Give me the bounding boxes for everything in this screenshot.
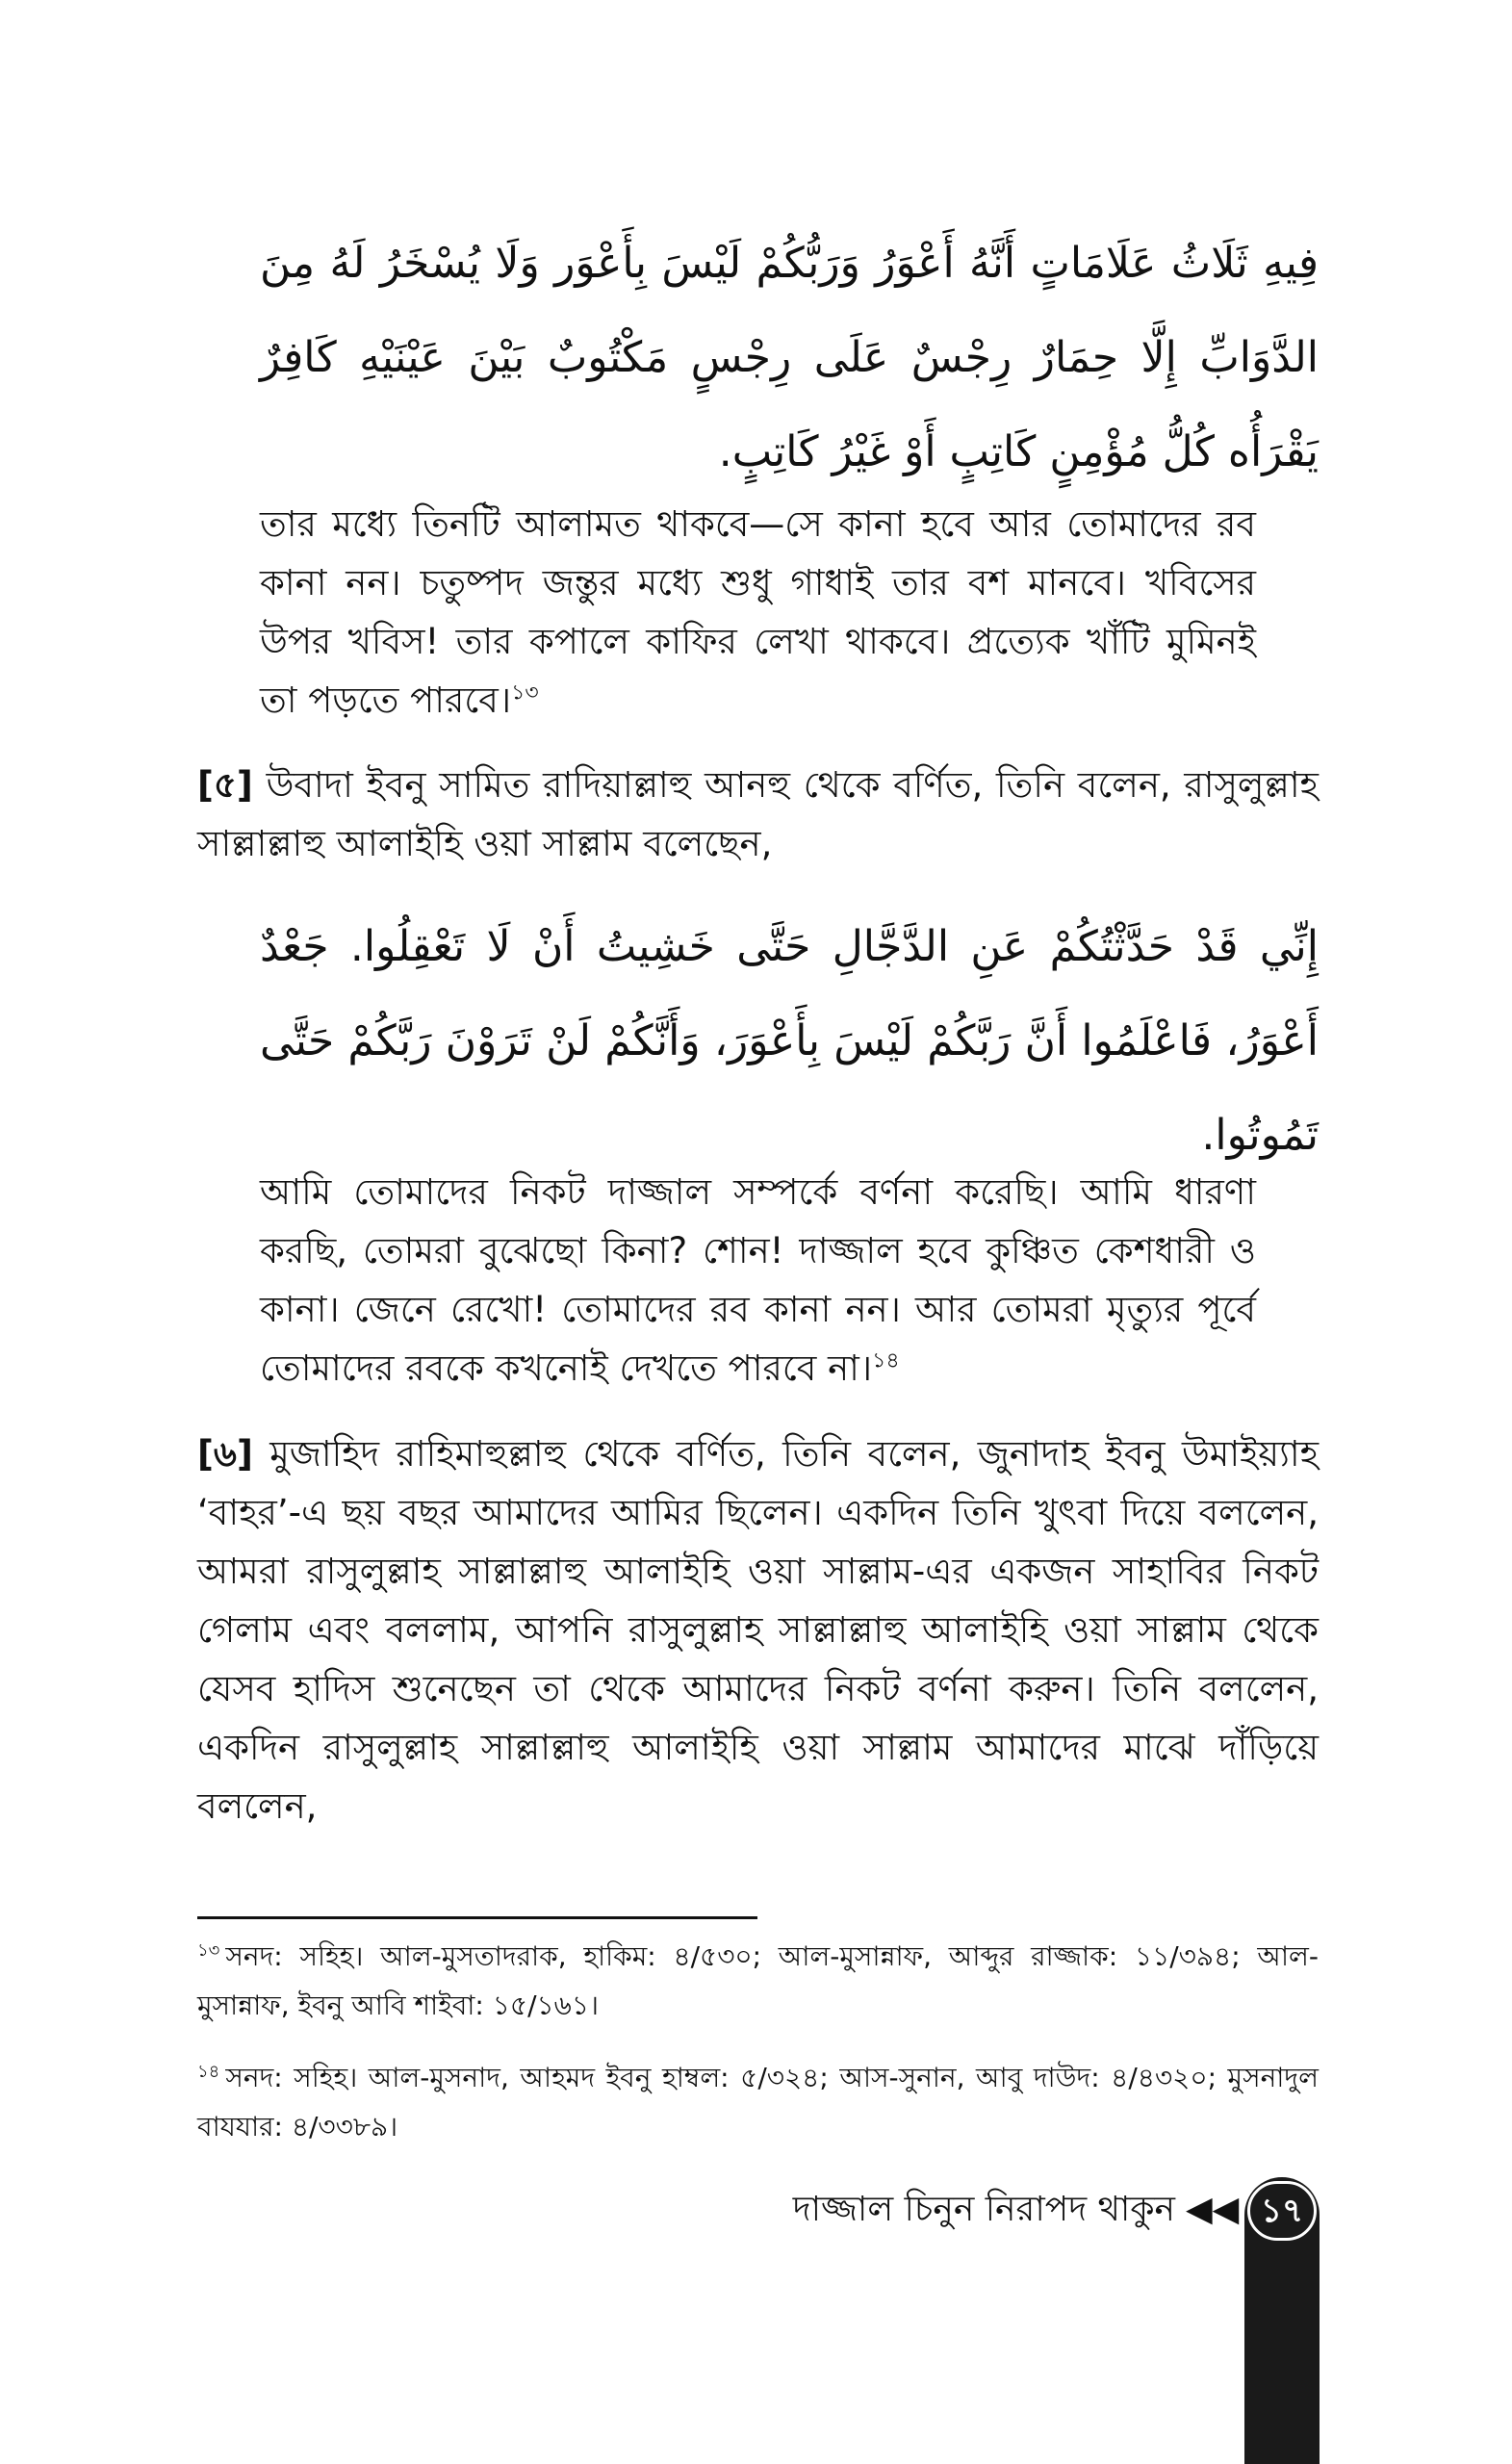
- arabic-text-1: فِيهِ ثَلَاثُ عَلَامَاتٍ أَنَّهُ أَعْوَرُ وَرَبُّكُمْ لَيْسَ بِأَعْوَر وَلَا يُسْخَرُ لَهُ مِنَ الدَّوَابِّ إِلَّا حِمَارٌ رِجْسٌ عَلَى رِجْسٍ مَكْتُوبٌ بَيْنَ عَيْنَيْهِ كَافِرٌ يَقْرَأُه كُلُّ مُؤْمِنٍ كَاتِبٍ أَوْ غَيْرُ كَاتِبٍ.: [260, 239, 1319, 476]
- hadith-number-6: [৬]: [197, 1433, 253, 1475]
- footnote-ref-13: ১৩: [511, 680, 539, 706]
- hadith-5-intro-text: উবাদা ইবনু সামিত রাদিয়াল্লাহু আনহু থেকে বর্ণিত, তিনি বলেন, রাসুলুল্লাহ সাল্লাল্লাহু আলাইহি ওয়া সাল্লাম বলেছেন,: [197, 764, 1319, 864]
- page-number: ১৭: [1247, 2181, 1317, 2241]
- footnote-ref-14: ১৪: [872, 1348, 900, 1373]
- footnote-13: [197, 1932, 1319, 2030]
- translation-2: [260, 1163, 1256, 1398]
- hadith-number-5: [৫]: [197, 764, 253, 806]
- footnote-14: [197, 2053, 1319, 2151]
- footnote-13-text: সনদ: সহিহ। আল-মুসতাদরাক, হাকিম: ৪/৫৩০; আল-মুসান্নাফ, আব্দুর রাজ্জাক: ১১/৩৯৪; আল-মুসান্নাফ, ইবনু আবি শাইবা: ১৫/১৬১।: [197, 1940, 1319, 2021]
- translation-2-text: আমি তোমাদের নিকট দাজ্জাল সম্পর্কে বর্ণনা করেছি। আমি ধারণা করছি, তোমরা বুঝেছো কিনা? শোন! দাজ্জাল হবে কুঞ্চিত কেশধারী ও কানা। জেনে রেখো! তোমাদের রব কানা নন। আর তোমরা মৃত্যুর পূর্বে তোমাদের রবকে কখনোই দেখতে পারবে না।: [260, 1171, 1256, 1389]
- hadith-6-paragraph: [197, 1424, 1319, 1835]
- translation-1: [260, 495, 1256, 730]
- footnote-13-mark: ১৩: [197, 1939, 220, 1961]
- hadith-5-intro: [197, 756, 1319, 873]
- double-chevron-left-icon: ◀◀: [1186, 2190, 1240, 2229]
- footnote-divider: [197, 1916, 757, 1919]
- arabic-text-2: إِنِّي قَدْ حَدَّثْتُكُمْ عَنِ الدَّجَّالِ حَتَّى خَشِيتُ أَنْ لَا تَعْقِلُوا. جَعْدٌ أَعْوَرُ، فَاعْلَمُوا أَنَّ رَبَّكُمْ لَيْسَ بِأَعْوَرَ، وَأَنَّكُمْ لَنْ تَرَوْنَ رَبَّكُمْ حَتَّى تَمُوتُوا.: [260, 922, 1319, 1160]
- footnote-14-mark: ১৪: [197, 2061, 220, 2082]
- translation-1-text: তার মধ্যে তিনটি আলামত থাকবে—সে কানা হবে আর তোমাদের রব কানা নন। চতুষ্পদ জন্তুর মধ্যে শুধু গাধাই তার বশ মানবে। খবিসের উপর খবিস! তার কপালে কাফির লেখা থাকবে। প্রত্যেক খাঁটি মুমিনই তা পড়তে পারবে।: [260, 503, 1256, 721]
- footnote-14-text: সনদ: সহিহ। আল-মুসনাদ, আহমদ ইবনু হাম্বল: ৫/৩২৪; আস-সুনান, আবু দাউদ: ৪/৪৩২০; মুসনাদুল বাযযার: ৪/৩৩৮৯।: [197, 2062, 1319, 2143]
- hadith-6-text: মুজাহিদ রাহিমাহুল্লাহু থেকে বর্ণিত, তিনি বলেন, জুনাদাহ ইবনু উমাইয়্যাহ ‘বাহর’-এ ছয় বছর আমাদের আমির ছিলেন। একদিন তিনি খুৎবা দিয়ে বললেন, আমরা রাসুলুল্লাহ সাল্লাল্লাহু আলাইহি ওয়া সাল্লাম-এর একজন সাহাবির নিকট গেলাম এবং বললাম, আপনি রাসুলুল্লাহ সাল্লাল্লাহু আলাইহি ওয়া সাল্লাম থেকে যেসব হাদিস শুনেছেন তা থেকে আমাদের নিকট বর্ণনা করুন। তিনি বললেন, একদিন রাসুলুল্লাহ সাল্লাল্লাহু আলাইহি ওয়া সাল্লাম আমাদের মাঝে দাঁড়িয়ে বললেন,: [197, 1433, 1320, 1827]
- running-title: দাজ্জাল চিনুন নিরাপদ থাকুন: [792, 2190, 1175, 2229]
